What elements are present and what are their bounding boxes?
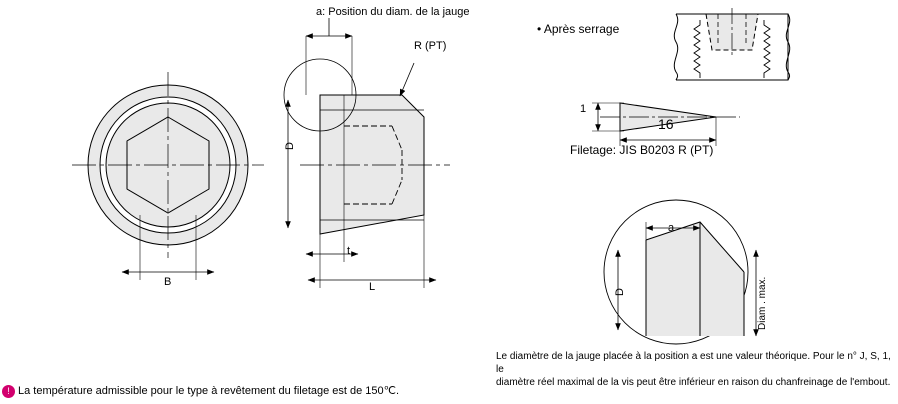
footnote: [2, 384, 399, 398]
label-t: t: [347, 245, 351, 257]
warning-icon: !: [2, 385, 15, 398]
label-diam-max: Diam . max.: [757, 276, 768, 330]
label-taper-16: 16: [658, 116, 674, 132]
front-view-geometry: [72, 72, 264, 258]
label-a-detail: a: [668, 222, 675, 234]
detail-note-line2: diamètre réel maximal de la vis peut être inférieur en raison du chanfreinage de l'embout.: [496, 377, 891, 388]
footnote-text: La température admissible pour le type à revêtement du filetage est de 150℃.: [18, 385, 400, 397]
side-view-geometry: [284, 59, 450, 240]
label-L: L: [369, 281, 376, 293]
detail-note: [496, 350, 894, 389]
label-D-detail: D: [614, 288, 626, 296]
detail-note-line1: Le diamètre de la jauge placée à la position a est une valeur théorique. Pour le n° J, S, 1, le: [496, 351, 891, 375]
leader-a-position: [306, 18, 352, 95]
chamfer-detail-geometry: [604, 200, 756, 344]
dimension-t: [306, 234, 358, 262]
leader-r-pt: [400, 63, 414, 96]
label-a-position: a: Position du diam. de la jauge: [316, 6, 470, 18]
label-apres-serrage: • Après serrage: [537, 22, 620, 36]
after-tightening-geometry: [674, 8, 789, 80]
label-B: B: [164, 276, 172, 288]
label-D-side: D: [284, 142, 296, 150]
label-r-pt: R (PT): [414, 40, 447, 52]
label-filetage: Filetage: JIS B0203 R (PT): [570, 143, 714, 157]
label-taper-1: 1: [580, 103, 587, 115]
